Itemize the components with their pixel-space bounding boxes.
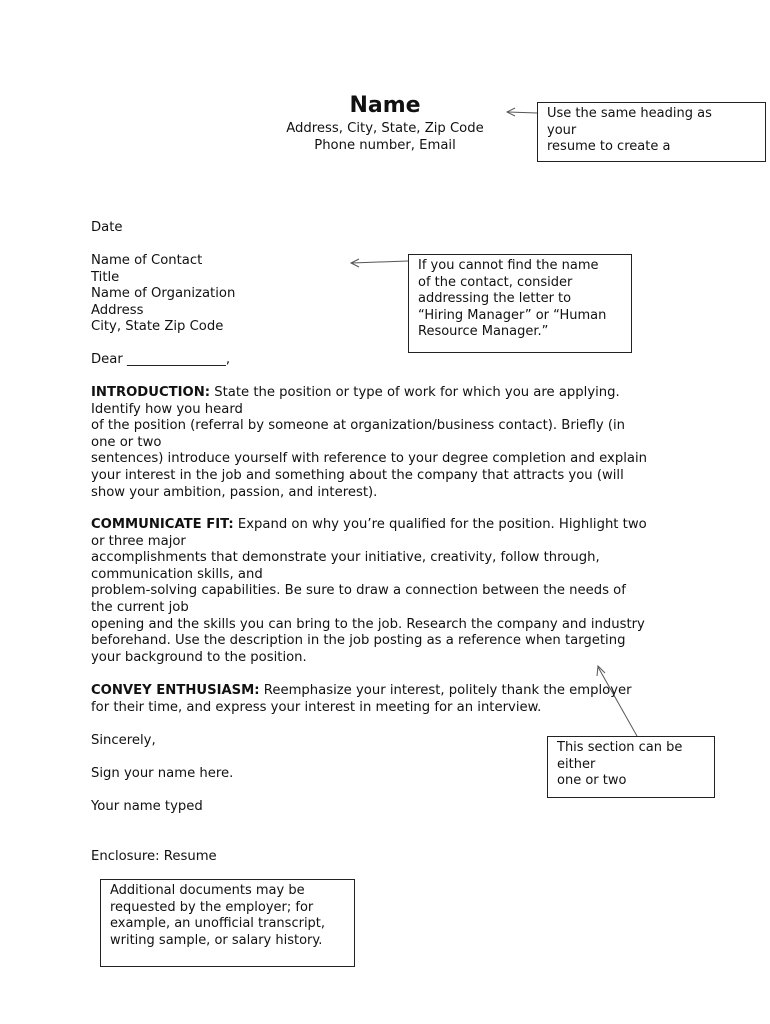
fit-paragraph-line: or three major [91,533,186,549]
recipient-line: Title [91,269,120,285]
fit-paragraph-line: COMMUNICATE FIT: Expand on why you’re qualified for the position. Highlight two [91,517,647,532]
enthusiasm-paragraph-line: for their time, and express your interest in meeting for an interview. [91,699,542,715]
intro-paragraph-line: your interest in the job and something about the company that attracts you (will [91,468,624,483]
note-enclosure-box: Additional documents may be requested by the employer; for example, an unofficial transcript, writing sample, or salary history. [100,879,355,967]
recipient-line: Name of Contact [91,253,203,268]
signature-line: Sign your name here. [91,766,234,781]
recipient-line: Address [91,302,144,318]
recipient-line: Name of Organization [91,286,236,301]
salutation: Dear _______________, [91,352,231,367]
fit-paragraph-line: the current job [91,600,189,615]
intro-paragraph-line: of the position (referral by someone at organization/business contact). Briefly (in [91,418,626,434]
note-section-box: This section can be either one or two [547,736,715,798]
intro-paragraph-line: show your ambition, passion, and interest). [91,484,378,500]
applicant-name: Name [349,93,421,118]
fit-paragraph-line: accomplishments that demonstrate your initiative, creativity, follow through, [91,550,600,566]
closing: Sincerely, [91,733,156,748]
intro-paragraph-line: INTRODUCTION: State the position or type of work for which you are applying. [91,385,620,400]
fit-paragraph-line: opening and the skills you can bring to the job. Research the company and industry [91,616,645,632]
fit-label: COMMUNICATE FIT: [91,517,234,532]
fit-paragraph-line: your background to the position. [91,649,307,665]
intro-paragraph-line: Identify how you heard [91,401,243,417]
fit-paragraph-line: beforehand. Use the description in the job posting as a reference when targeting [91,633,626,649]
fit-paragraph-line: communication skills, and [91,566,263,582]
header-contact: Phone number, Email [314,138,456,153]
header-address: Address, City, State, Zip Code [286,121,484,136]
note-contact-box: If you cannot find the name of the contact, consider addressing the letter to “Hiring Manager” or “Human Resource Manager.” [408,254,632,353]
letter-date: Date [91,220,123,235]
enthusiasm-paragraph-line: CONVEY ENTHUSIASM: Reemphasize your interest, politely thank the employer [91,683,632,698]
fit-paragraph-line: problem-solving capabilities. Be sure to draw a connection between the needs of [91,583,626,599]
intro-paragraph-line: sentences) introduce yourself with reference to your degree completion and explain [91,451,647,467]
intro-paragraph-line: one or two [91,434,162,450]
recipient-line: City, State Zip Code [91,319,224,334]
enclosure: Enclosure: Resume [91,849,217,864]
intro-label: INTRODUCTION: [91,385,211,400]
typed-name: Your name typed [91,799,203,814]
enthusiasm-label: CONVEY ENTHUSIASM: [91,683,260,698]
note-heading-box: Use the same heading as your resume to create a [537,102,766,162]
